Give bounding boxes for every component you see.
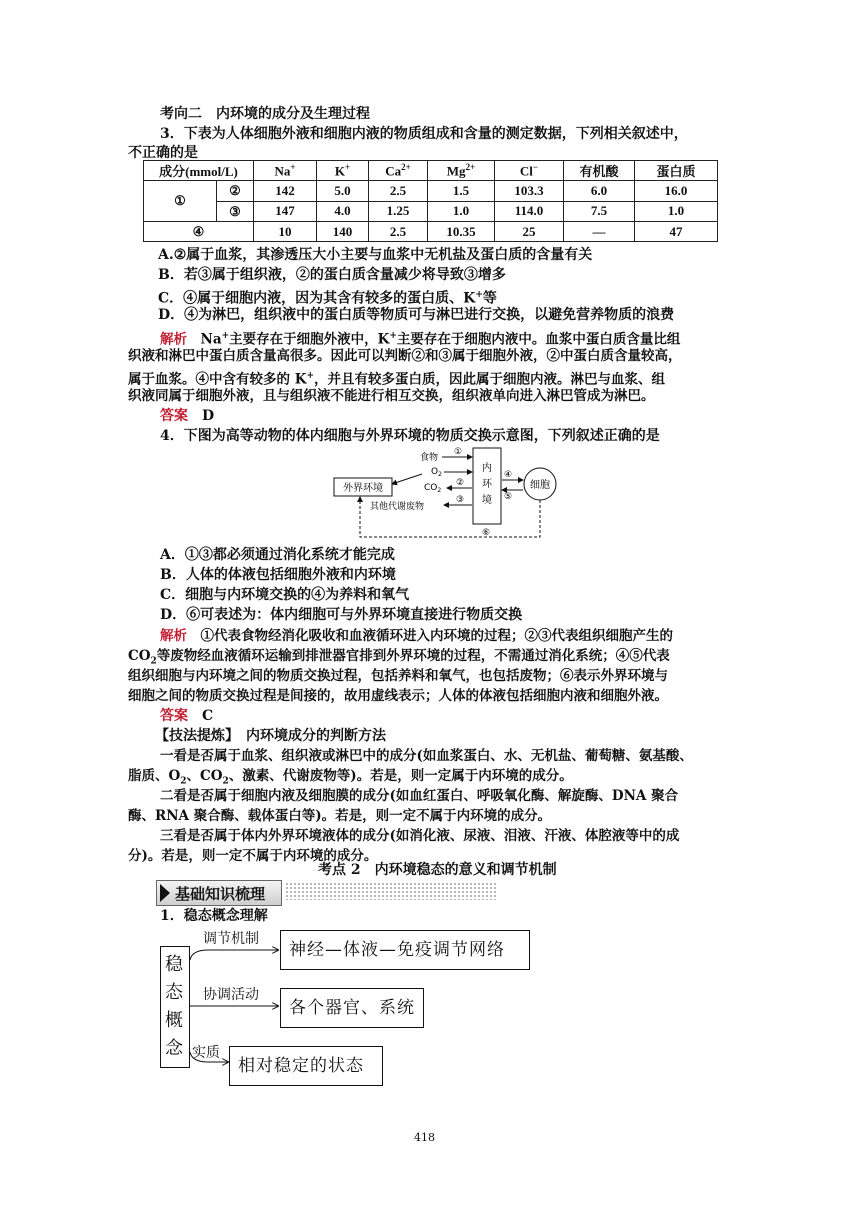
- table-cell: —: [564, 222, 635, 242]
- table-row: [144, 222, 718, 242]
- concept-box-organs: 各个器官、系统: [280, 988, 424, 1028]
- basic-knowledge-banner: [156, 880, 282, 906]
- table-cell: 1.5: [428, 181, 495, 202]
- table-cell: 10: [254, 222, 317, 242]
- num-label: ④: [504, 470, 513, 480]
- dotted-rule: [285, 882, 497, 900]
- table-cell: 147: [254, 201, 317, 222]
- tips-p3-l1: 三看是否属于体内外界环境液体的成分(如消化液、尿液、泪液、汗液、体腔液等中的成: [160, 828, 680, 844]
- o2-label: $O_2$: [431, 467, 442, 478]
- num-label: ⑥: [482, 528, 491, 538]
- kp2-title: 考点 2 内环境稳态的意义和调节机制: [318, 862, 557, 878]
- q3-option-b: B．若③属于组织液，②的蛋白质含量减少将导致③增多: [158, 267, 506, 283]
- q3-stem-line1: 3．下表为人体细胞外液和细胞内液的物质组成和含量的测定数据，下列相关叙述中，: [160, 126, 688, 142]
- inner-env-label: 环: [482, 479, 492, 490]
- q3-option-c: C．④属于细胞内液，因为其含有较多的蛋白质、K+等: [158, 290, 497, 307]
- table-cell: 4.0: [317, 201, 369, 222]
- num-label: ③: [456, 495, 465, 505]
- waste-label: 其他代谢废物: [370, 502, 425, 512]
- num-label: ①: [454, 447, 463, 457]
- chevron-right-icon: [160, 884, 170, 902]
- q4-exchange-diagram: [330, 444, 570, 544]
- outer-env-label: 外界环境: [343, 483, 383, 494]
- header-cell: 蛋白质: [635, 161, 718, 181]
- basic-knowledge-label: 基础知识梳理: [175, 885, 266, 903]
- tips-p1-l1: 一看是否属于血浆、组织液或淋巴中的成分(如血浆蛋白、水、无机盐、葡萄糖、氨基酸、: [160, 748, 693, 764]
- q4-option-a: A．①③都必须通过消化系统才能完成: [160, 547, 395, 563]
- page-number: 418: [414, 1131, 435, 1144]
- header-cell: 有机酸: [564, 161, 635, 181]
- concept-label-regulation: 调节机制: [203, 931, 259, 947]
- concept-center-box: [160, 946, 190, 1068]
- table-cell: 25: [495, 222, 564, 242]
- q4-option-b: B．人体的体液包括细胞外液和内环境: [160, 567, 396, 583]
- tips-heading: 【技法提炼】 内环境成分的判断方法: [155, 728, 386, 744]
- cell-label: 细胞: [530, 480, 550, 491]
- table-cell: 16.0: [635, 181, 718, 202]
- header-cell: Na+: [254, 161, 317, 181]
- concept-center-char: 态: [165, 982, 183, 1003]
- tips-p1-l2: 脂质、$O_2$、$CO_2$、激素、代谢废物等)。若是，则一定属于内环境的成分。: [128, 768, 573, 787]
- table-cell: 5.0: [317, 181, 369, 202]
- header-cell: $Ca^{2+}$: [369, 161, 428, 181]
- q3-analysis-line2: 织液和淋巴中蛋白质含量高很多。因此可以判断②和③属于细胞外液，②中蛋白质含量较高，: [128, 348, 682, 364]
- food-label: 食物: [420, 453, 439, 463]
- q3-option-d: D．④为淋巴，组织液中的蛋白质等物质可与淋巴进行交换，以避免营养物质的浪费: [158, 307, 675, 323]
- num-label: ⑤: [504, 492, 513, 502]
- table-cell: 142: [254, 181, 317, 202]
- concept-box-network: 神经—体液—免疫调节网络: [280, 930, 530, 970]
- concept-label-coordination: 协调活动: [203, 987, 259, 1003]
- concept-box-stable-state: 相对稳定的状态: [229, 1046, 383, 1086]
- tips-p3-l2: 分)。若是，则一定不属于内环境的成分。: [128, 848, 378, 864]
- q4-answer: 答案 C: [160, 708, 214, 724]
- header-cell: $Mg^{2+}$: [428, 161, 495, 181]
- table-header-row: [144, 161, 718, 181]
- table-cell: 2.5: [369, 222, 428, 242]
- q3-analysis-line4: 织液同属于细胞外液，且与组织液不能进行相互交换，组织液单向进入淋巴管成为淋巴。: [128, 388, 655, 404]
- header-cell: K+: [317, 161, 369, 181]
- table-cell: 140: [317, 222, 369, 242]
- header-cell: 成分(mmol/L): [144, 161, 254, 181]
- section2-title: 考向二 内环境的成分及生理过程: [160, 106, 370, 122]
- q4-analysis-line2: $CO_2$等废物经血液循环运输到排泄器官排到外界环境的过程，不需通过消化系统；④⑤代表: [128, 648, 670, 667]
- concept-center-char: 稳: [165, 954, 183, 975]
- tips-p2-l2: 酶、RNA 聚合酶、载体蛋白等)。若是，则一定不属于内环境的成分。: [128, 808, 552, 824]
- num-label: ②: [456, 478, 465, 488]
- q4-analysis-line3: 组织细胞与内环境之间的物质交换过程，包括养料和氧气，也包括废物；⑥表示外界环境与: [128, 668, 668, 684]
- q4-option-d: D．⑥可表述为：体内细胞可与外界环境直接进行物质交换: [160, 607, 523, 623]
- q3-analysis-line1: 解析 Na+主要存在于细胞外液中，K+主要存在于细胞内液中。血浆中蛋白质含量比组: [160, 331, 681, 348]
- header-cell: Cl−: [495, 161, 564, 181]
- table-cell: 7.5: [564, 201, 635, 222]
- concept-center-char: 念: [165, 1038, 183, 1059]
- group-cell: ① ② ③: [144, 181, 254, 222]
- q4-option-c: C．细胞与内环境交换的④为养料和氧气: [160, 587, 410, 603]
- table-cell: 6.0: [564, 181, 635, 202]
- table-cell: 114.0: [495, 201, 564, 222]
- table-cell: 1.0: [635, 201, 718, 222]
- table-cell: 1.25: [369, 201, 428, 222]
- q3-data-table: [143, 160, 718, 242]
- inner-env-label: 境: [482, 495, 492, 506]
- table-cell: 10.35: [428, 222, 495, 242]
- co2-label: $CO_2$: [424, 483, 442, 494]
- table-cell: 47: [635, 222, 718, 242]
- table-row: [144, 181, 718, 202]
- q3-option-a: A.②属于血浆，其渗透压大小主要与血浆中无机盐及蛋白质的含量有关: [158, 247, 593, 263]
- table-cell: ④: [144, 222, 254, 242]
- tips-p2-l1: 二看是否属于细胞内液及细胞膜的成分(如血红蛋白、呼吸氧化酶、解旋酶、DNA 聚合: [160, 788, 679, 804]
- inner-env-label: 内: [482, 463, 492, 474]
- concept-label-essence: 实质: [192, 1045, 220, 1061]
- item1-heading: 1．稳态概念理解: [160, 908, 268, 924]
- q3-stem-line2: 不正确的是: [128, 145, 198, 161]
- concept-center-char: 概: [165, 1010, 183, 1031]
- q4-stem: 4．下图为高等动物的体内细胞与外界环境的物质交换示意图，下列叙述正确的是: [160, 428, 660, 444]
- q3-analysis-line3: 属于血浆。④中含有较多的 K+，并且有较多蛋白质，因此属于细胞内液。淋巴与血浆、组: [128, 371, 665, 388]
- table-cell: 103.3: [495, 181, 564, 202]
- table-cell: 1.0: [428, 201, 495, 222]
- table-cell: 2.5: [369, 181, 428, 202]
- q4-analysis-line1: 解析 ①代表食物经消化吸收和血液循环进入内环境的过程；②③代表组织细胞产生的: [160, 628, 673, 644]
- q3-answer: 答案 D: [160, 408, 215, 424]
- q4-analysis-line4: 细胞之间的物质交换过程是间接的，故用虚线表示；人体的体液包括细胞内液和细胞外液。: [128, 688, 668, 704]
